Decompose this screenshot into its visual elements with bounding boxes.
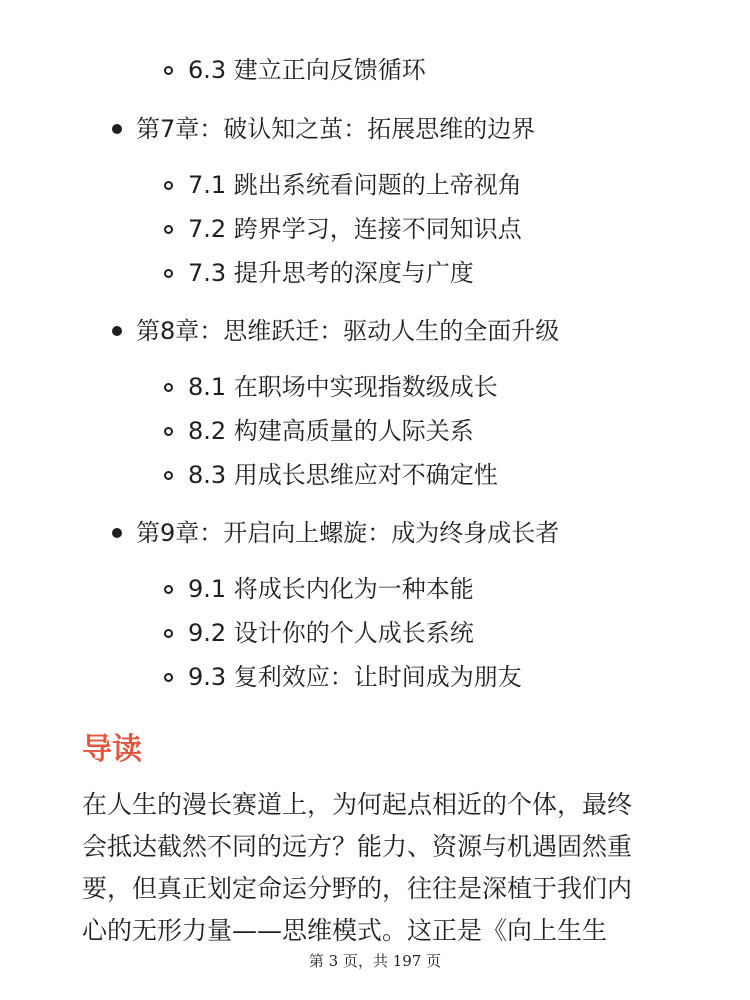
hollow-circle-bullet-icon <box>164 181 173 190</box>
hollow-circle-bullet-icon <box>164 629 173 638</box>
paragraph-line: 要，但真正划定命运分野的，往往是深植于我们内 <box>82 874 633 903</box>
toc-subitem: 9.1 将成长内化为一种本能 <box>188 575 474 603</box>
toc-chapter-item: 第7章：破认知之茧：拓展思维的边界 <box>136 115 536 143</box>
hollow-circle-bullet-icon <box>164 383 173 392</box>
toc-subitem: 7.3 提升思考的深度与广度 <box>188 259 474 287</box>
hollow-circle-bullet-icon <box>164 471 173 480</box>
section-heading: 导读 <box>82 732 142 767</box>
hollow-circle-bullet-icon <box>164 66 173 75</box>
toc-subitem: 8.3 用成长思维应对不确定性 <box>188 461 498 489</box>
toc-chapter-item: 第9章：开启向上螺旋：成为终身成长者 <box>136 519 560 547</box>
toc-subitem: 7.2 跨界学习，连接不同知识点 <box>188 215 522 243</box>
paragraph-line: 在人生的漫长赛道上，为何起点相近的个体，最终 <box>82 790 633 819</box>
hollow-circle-bullet-icon <box>164 225 173 234</box>
filled-disc-bullet-icon <box>112 124 122 134</box>
page-indicator: 第 3 页，共 197 页 <box>308 952 442 970</box>
hollow-circle-bullet-icon <box>164 427 173 436</box>
toc-chapter-item: 第8章：思维跃迁：驱动人生的全面升级 <box>136 317 560 345</box>
toc-subitem: 9.2 设计你的个人成长系统 <box>188 619 474 647</box>
hollow-circle-bullet-icon <box>164 269 173 278</box>
filled-disc-bullet-icon <box>112 326 122 336</box>
toc-subitem: 8.1 在职场中实现指数级成长 <box>188 373 498 401</box>
paragraph-line: 会抵达截然不同的远方？能力、资源与机遇固然重 <box>82 832 633 861</box>
toc-subitem: 9.3 复利效应：让时间成为朋友 <box>188 663 522 691</box>
hollow-circle-bullet-icon <box>164 673 173 682</box>
paragraph-line: 心的无形力量——思维模式。这正是《向上生生 <box>82 916 608 945</box>
filled-disc-bullet-icon <box>112 528 122 538</box>
toc-subitem: 7.1 跳出系统看问题的上帝视角 <box>188 171 522 199</box>
toc-subitem: 8.2 构建高质量的人际关系 <box>188 417 474 445</box>
hollow-circle-bullet-icon <box>164 585 173 594</box>
toc-subitem: 6.3 建立正向反馈循环 <box>188 56 426 84</box>
